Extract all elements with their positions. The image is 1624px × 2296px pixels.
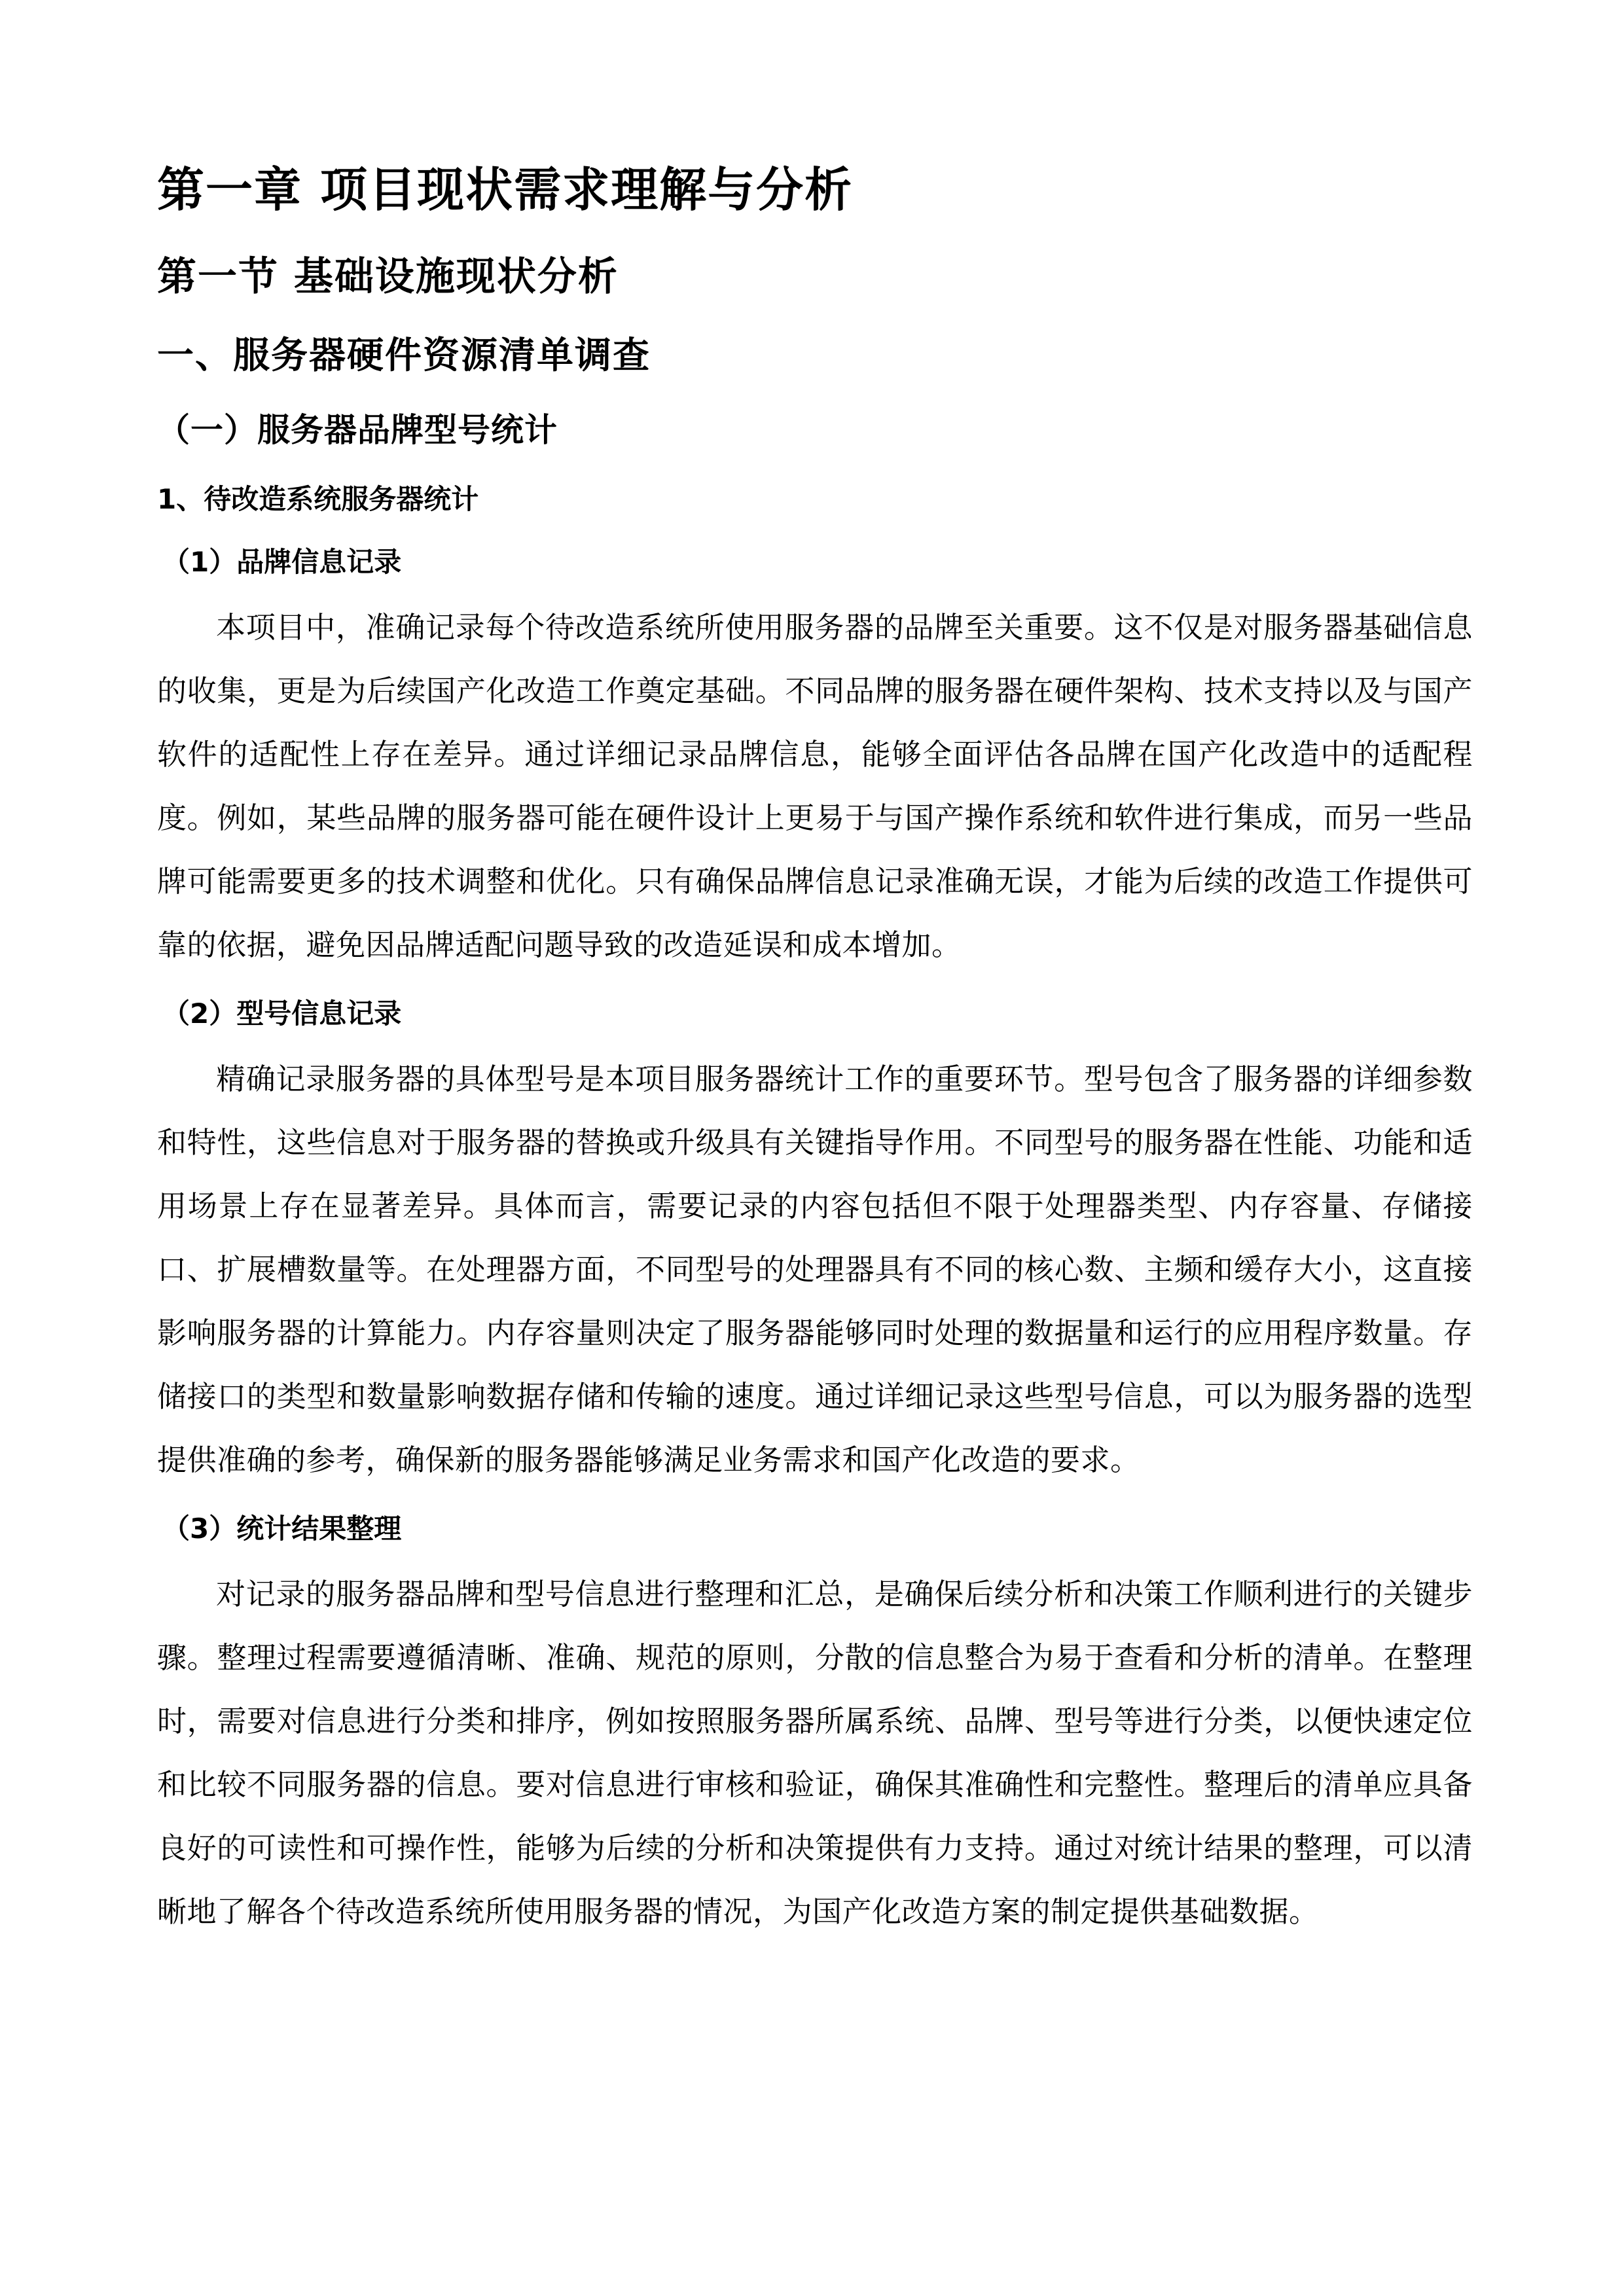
subsection-heading: （2）型号信息记录 [162, 997, 402, 1030]
body-paragraph: 精确记录服务器的具体型号是本项目服务器统计工作的重要环节。型号包含了服务器的详细参数和特性，这些信息对于服务器的替换或升级具有关键指导作用。不同型号的服务器在性能、功能和适用场景上存在显著差异。具体而言，需要记录的内容包括但不限于处理器类型、内存容量、存储接口、扩展槽数量等。在处理器方面，不同型号的处理器具有不同的核心数、主频和缓存大小，这直接影响服务器的计算能力。内存容量则决定了服务器能够同时处理的数据量和运行的应用程序数量。存储接口的类型和数量影响数据存储和传输的速度。通过详细记录这些型号信息，可以为服务器的选型提供准确的参考，确保新的服务器能够满足业务需求和国产化改造的要求。 [157, 1062, 1473, 1477]
subsection-statistics-summary [157, 1502, 1473, 1943]
body-paragraph: 对记录的服务器品牌和型号信息进行整理和汇总，是确保后续分析和决策工作顺利进行的关键步骤。整理过程需要遵循清晰、准确、规范的原则，分散的信息整合为易于查看和分析的清单。在整理时，需要对信息进行分类和排序，例如按照服务器所属系统、品牌、型号等进行分类，以便快速定位和比较不同服务器的信息。要对信息进行审核和验证，确保其准确性和完整性。整理后的清单应具备良好的可读性和可操作性，能够为后续的分析和决策提供有力支持。通过对统计结果的整理，可以清晰地了解各个待改造系统所使用服务器的情况，为国产化改造方案的制定提供基础数据。 [157, 1577, 1473, 1929]
subsection-heading: （3）统计结果整理 [162, 1513, 402, 1545]
subsection-brand-info [157, 535, 1473, 977]
section-title: 第一节 基础设施现状分析 [157, 254, 619, 300]
subsection-heading: （1）品牌信息记录 [162, 546, 402, 578]
heading-level-3: 1、待改造系统服务器统计 [157, 483, 479, 515]
heading-level-2: （一）服务器品牌型号统计 [157, 411, 558, 449]
body-paragraph: 本项目中，准确记录每个待改造系统所使用服务器的品牌至关重要。这不仅是对服务器基础信息的收集，更是为后续国产化改造工作奠定基础。不同品牌的服务器在硬件架构、技术支持以及与国产软件的适配性上存在差异。通过详细记录品牌信息，能够全面评估各品牌在国产化改造中的适配程度。例如，某些品牌的服务器可能在硬件设计上更易于与国产操作系统和软件进行集成，而另一些品牌可能需要更多的技术调整和优化。只有确保品牌信息记录准确无误，才能为后续的改造工作提供可靠的依据，避免因品牌适配问题导致的改造延误和成本增加。 [157, 610, 1473, 962]
heading-level-1: 一、服务器硬件资源清单调查 [157, 334, 651, 377]
subsection-model-info [157, 987, 1473, 1492]
document-content [157, 151, 1473, 1954]
chapter-title: 第一章 项目现状需求理解与分析 [157, 162, 854, 217]
